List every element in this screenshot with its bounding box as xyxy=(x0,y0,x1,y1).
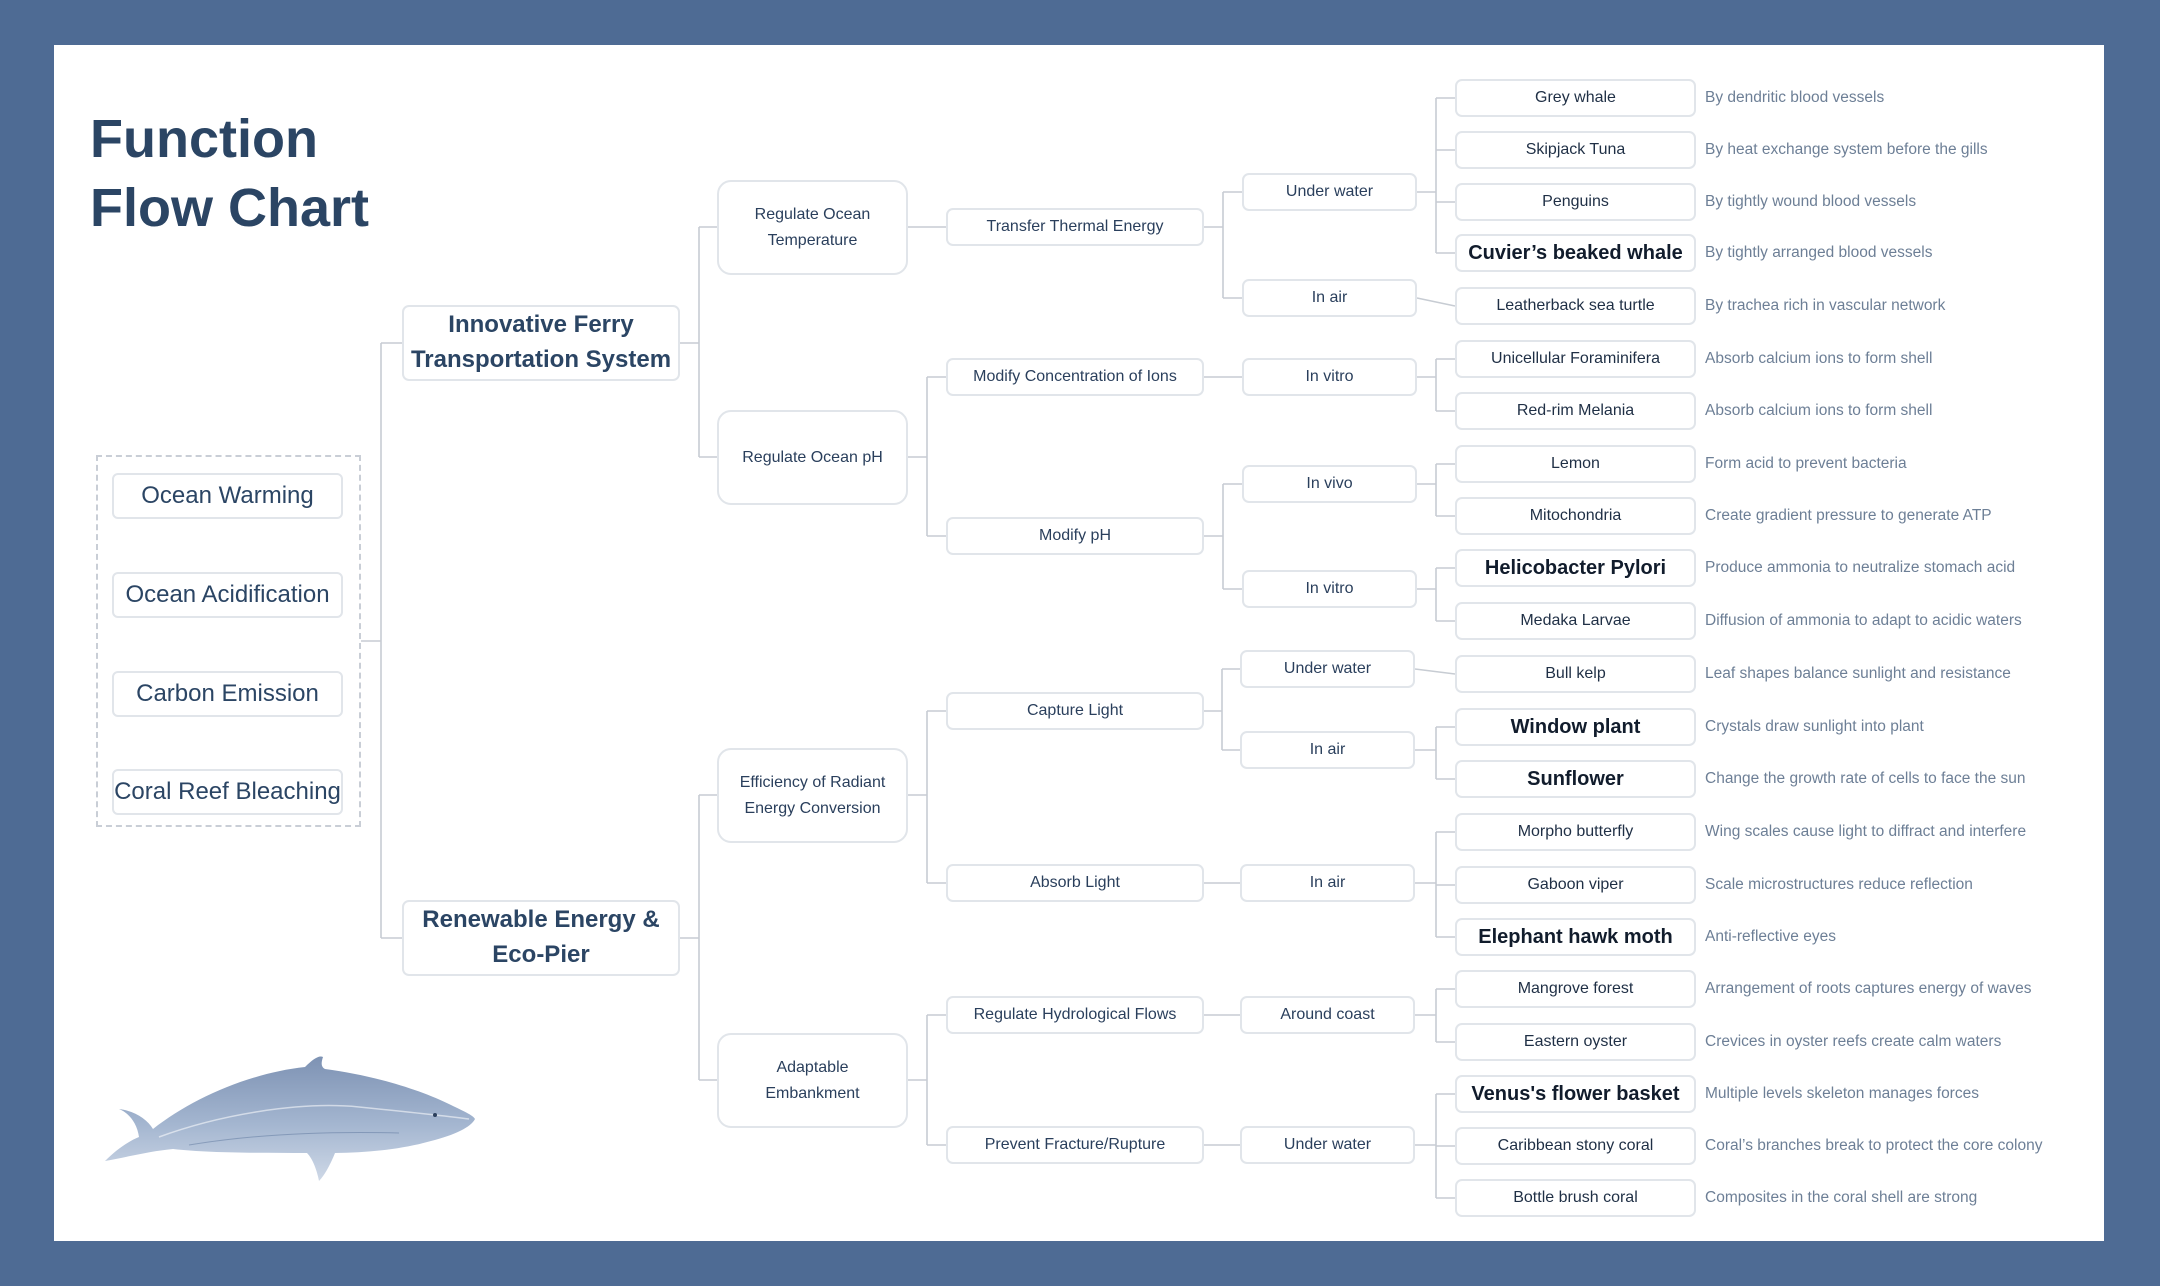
context-in-air: In air xyxy=(1240,864,1415,902)
organism-strategy: By tightly wound blood vessels xyxy=(1705,193,1917,210)
organism-18: Eastern oyster xyxy=(1455,1023,1696,1061)
organism-strategy: Wing scales cause light to diffract and interfere xyxy=(1705,823,2027,840)
organism-16: Elephant hawk moth xyxy=(1455,918,1696,956)
subfunction-transfer-thermal-energy: Transfer Thermal Energy xyxy=(946,208,1204,246)
organism-7: Lemon xyxy=(1455,445,1696,483)
organism-strategy: Produce ammonia to neutralize stomach acid xyxy=(1705,559,2016,576)
function-regulate-ph: Regulate Ocean pH xyxy=(717,410,908,505)
organism-strategy: Absorb calcium ions to form shell xyxy=(1705,350,1933,367)
organism-3: Cuvier’s beaked whale xyxy=(1455,234,1696,272)
function-regulate-temperature: Regulate Ocean Temperature xyxy=(717,180,908,275)
organism-strategy: Composites in the coral shell are strong xyxy=(1705,1189,1978,1206)
organism-strategy: Leaf shapes balance sunlight and resistance xyxy=(1705,665,2011,682)
context-in-vitro: In vitro xyxy=(1242,570,1417,608)
organism-strategy: Scale microstructures reduce reflection xyxy=(1705,876,1973,893)
organism-strategy: Multiple levels skeleton manages forces xyxy=(1705,1085,1979,1102)
problem-ocean-acidification: Ocean Acidification xyxy=(112,572,343,618)
organism-15: Gaboon viper xyxy=(1455,866,1696,904)
organism-strategy: By heat exchange system before the gills xyxy=(1705,141,1988,158)
organism-strategy: Change the growth rate of cells to face the sun xyxy=(1705,770,2026,787)
subfunction-modify-ph: Modify pH xyxy=(946,517,1204,555)
organism-8: Mitochondria xyxy=(1455,497,1696,535)
page-title xyxy=(90,105,369,243)
organism-5: Unicellular Foraminifera xyxy=(1455,340,1696,378)
organism-14: Morpho butterfly xyxy=(1455,813,1696,851)
organism-21: Bottle brush coral xyxy=(1455,1179,1696,1217)
organism-strategy: By dendritic blood vessels xyxy=(1705,89,1885,106)
context-in-air: In air xyxy=(1242,279,1417,317)
context-under-water: Under water xyxy=(1240,1126,1415,1164)
problem-carbon-emission: Carbon Emission xyxy=(112,671,343,717)
organism-strategy: Crystals draw sunlight into plant xyxy=(1705,718,1924,735)
organism-strategy: By tightly arranged blood vessels xyxy=(1705,244,1933,261)
context-around-coast: Around coast xyxy=(1240,996,1415,1034)
organism-0: Grey whale xyxy=(1455,79,1696,117)
organism-strategy: Crevices in oyster reefs create calm waters xyxy=(1705,1033,2002,1050)
organism-10: Medaka Larvae xyxy=(1455,602,1696,640)
whale-illustration xyxy=(99,1053,479,1183)
organism-1: Skipjack Tuna xyxy=(1455,131,1696,169)
system-ferry: Innovative Ferry Transportation System xyxy=(402,305,680,381)
organism-strategy: By trachea rich in vascular network xyxy=(1705,297,1946,314)
subfunction-regulate-hydrological-flows: Regulate Hydrological Flows xyxy=(946,996,1204,1034)
organism-6: Red-rim Melania xyxy=(1455,392,1696,430)
title-line-1: Function xyxy=(90,109,318,169)
function-adaptable-embankment: Adaptable Embankment xyxy=(717,1033,908,1128)
context-under-water: Under water xyxy=(1240,650,1415,688)
context-in-air: In air xyxy=(1240,731,1415,769)
organism-13: Sunflower xyxy=(1455,760,1696,798)
organism-strategy: Diffusion of ammonia to adapt to acidic waters xyxy=(1705,612,2022,629)
problem-ocean-warming: Ocean Warming xyxy=(112,473,343,519)
system-energy: Renewable Energy & Eco-Pier xyxy=(402,900,680,976)
organism-19: Venus's flower basket xyxy=(1455,1075,1696,1113)
subfunction-capture-light: Capture Light xyxy=(946,692,1204,730)
problem-coral-reef-bleaching: Coral Reef Bleaching xyxy=(112,769,343,815)
subfunction-modify-ion-concentration: Modify Concentration of Ions xyxy=(946,358,1204,396)
organism-strategy: Coral’s branches break to protect the core colony xyxy=(1705,1137,2043,1154)
title-line-2: Flow Chart xyxy=(90,178,369,238)
function-radiant-energy: Efficiency of Radiant Energy Conversion xyxy=(717,748,908,843)
organism-20: Caribbean stony coral xyxy=(1455,1127,1696,1165)
context-in-vitro: In vitro xyxy=(1242,358,1417,396)
organism-strategy: Form acid to prevent bacteria xyxy=(1705,455,1907,472)
organism-strategy: Absorb calcium ions to form shell xyxy=(1705,402,1933,419)
organism-4: Leatherback sea turtle xyxy=(1455,287,1696,325)
context-under-water: Under water xyxy=(1242,173,1417,211)
subfunction-prevent-fracture: Prevent Fracture/Rupture xyxy=(946,1126,1204,1164)
organism-2: Penguins xyxy=(1455,183,1696,221)
subfunction-absorb-light: Absorb Light xyxy=(946,864,1204,902)
chart-panel xyxy=(54,45,2104,1241)
organism-strategy: Arrangement of roots captures energy of waves xyxy=(1705,980,2032,997)
organism-9: Helicobacter Pylori xyxy=(1455,549,1696,587)
context-in-vivo: In vivo xyxy=(1242,465,1417,503)
organism-strategy: Anti-reflective eyes xyxy=(1705,928,1836,945)
organism-17: Mangrove forest xyxy=(1455,970,1696,1008)
organism-strategy: Create gradient pressure to generate ATP xyxy=(1705,507,1992,524)
organism-11: Bull kelp xyxy=(1455,655,1696,693)
organism-12: Window plant xyxy=(1455,708,1696,746)
